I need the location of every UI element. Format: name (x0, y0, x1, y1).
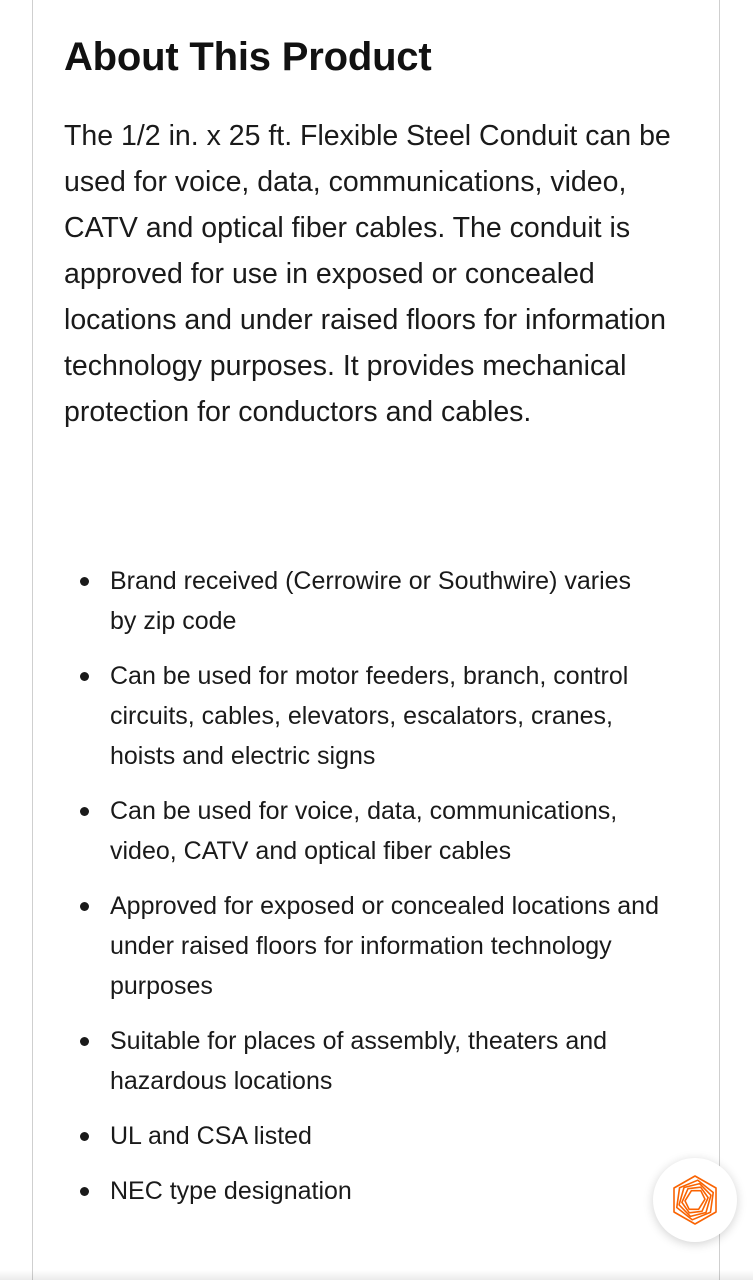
bullet-icon (80, 1132, 89, 1141)
feature-item (64, 886, 664, 1006)
feature-list (64, 561, 664, 1226)
bullet-icon (80, 577, 89, 586)
bullet-icon (80, 807, 89, 816)
bullet-icon (80, 1037, 89, 1046)
hexagon-chat-icon (670, 1174, 720, 1226)
feature-item (64, 561, 664, 641)
feature-text: Brand received (Cerrowire or Southwire) varies by zip code (110, 567, 632, 635)
feature-text: NEC type designation (110, 1177, 352, 1205)
feature-item (64, 1171, 664, 1211)
bullet-icon (80, 902, 89, 911)
feature-item (64, 1116, 664, 1156)
section-title: About This Product (64, 35, 432, 79)
about-product-card (32, 0, 720, 1280)
feature-item (64, 791, 664, 871)
feature-text: Can be used for motor feeders, branch, control circuits, cables, elevators, escalators, cranes, hoists and electric signs (110, 662, 629, 770)
feature-text: Approved for exposed or concealed locations and under raised floors for information technology purposes (110, 892, 659, 1000)
feature-item (64, 656, 664, 776)
bullet-icon (80, 1187, 89, 1196)
bottom-shadow (0, 1270, 753, 1280)
feature-item (64, 1021, 664, 1101)
product-description: The 1/2 in. x 25 ft. Flexible Steel Conduit can be used for voice, data, communications, video, CATV and optical fiber cables. The conduit is approved for use in exposed or concealed locations and under raised floors for information technology purposes. It provides mechanical protection for conductors and cables. (64, 120, 671, 428)
bullet-icon (80, 672, 89, 681)
chat-button[interactable] (653, 1158, 737, 1242)
feature-text: UL and CSA listed (110, 1122, 312, 1150)
feature-text: Suitable for places of assembly, theaters and hazardous locations (110, 1027, 608, 1095)
feature-text: Can be used for voice, data, communications, video, CATV and optical fiber cables (110, 797, 618, 865)
